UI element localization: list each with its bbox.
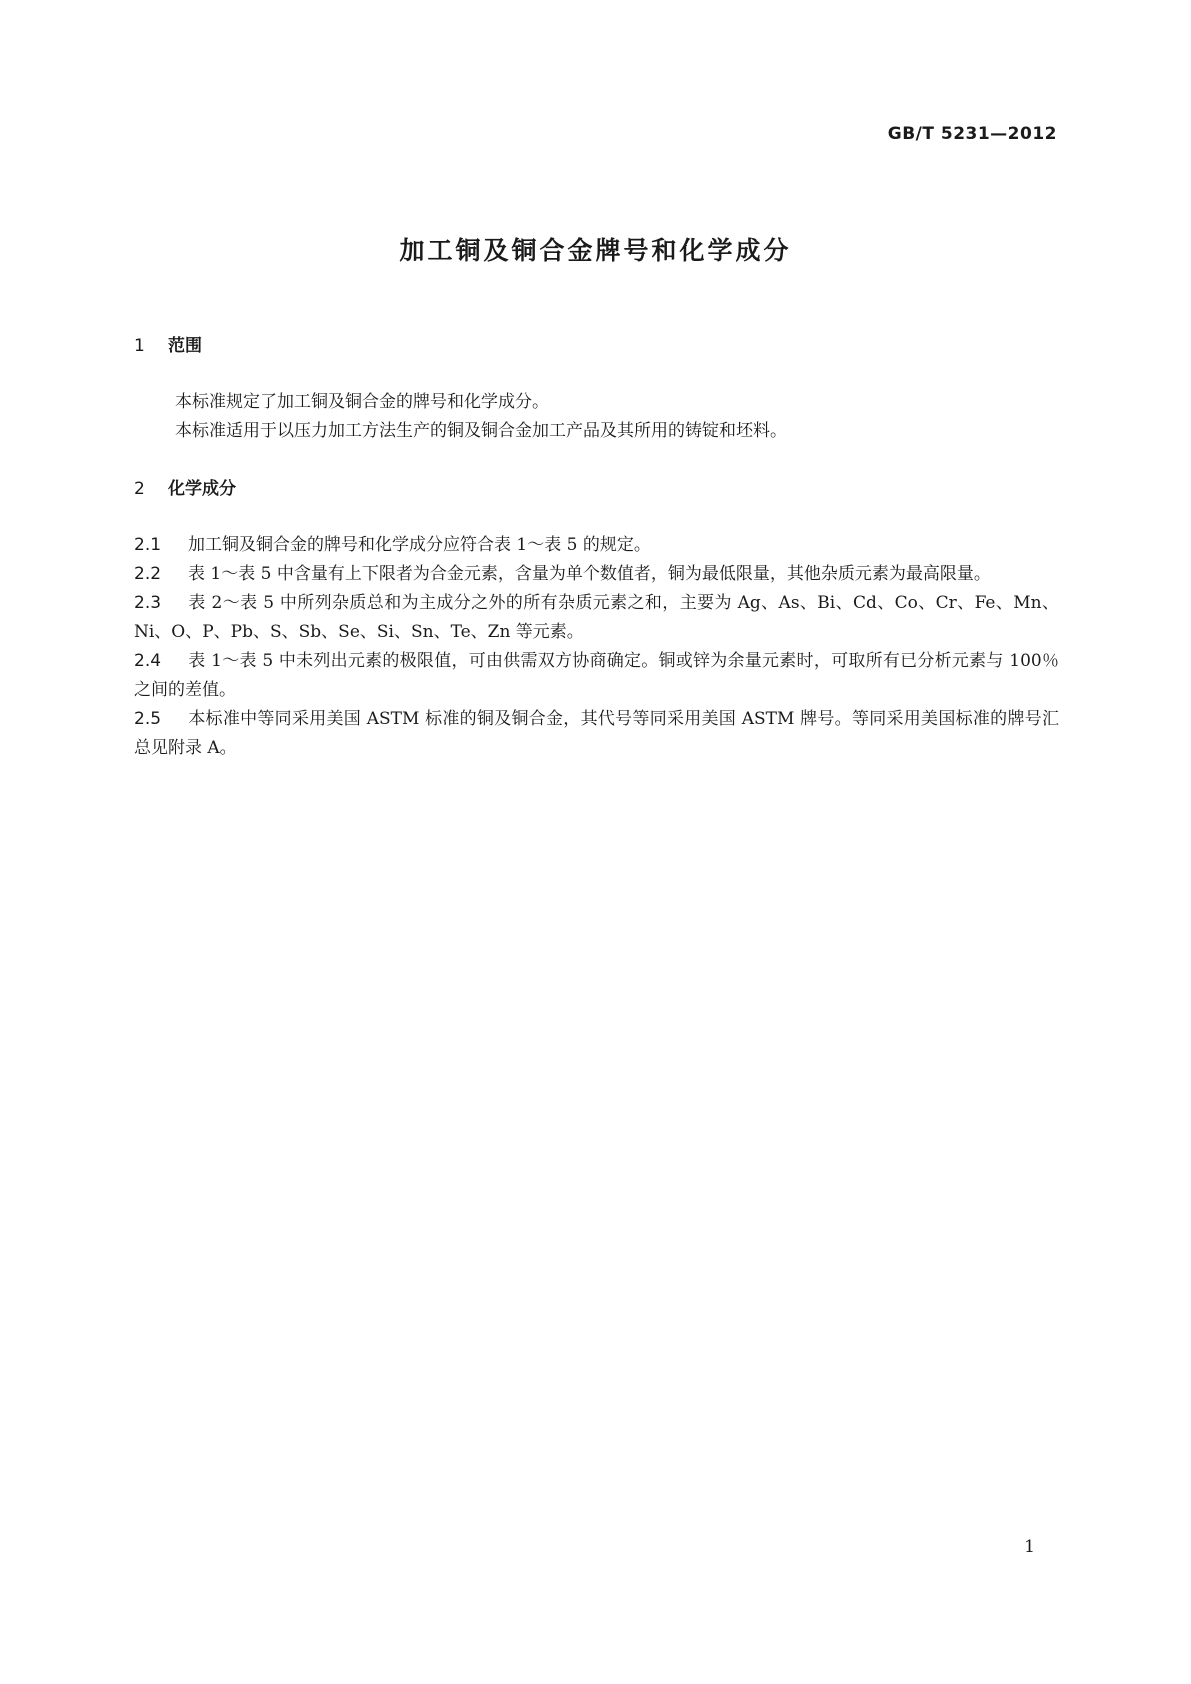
- clause: [134, 647, 1059, 705]
- standard-code: GB/T 5231—2012: [887, 124, 1057, 144]
- clause-number: 2.4: [134, 651, 162, 671]
- scope-paragraph: 本标准规定了加工铜及铜合金的牌号和化学成分。: [175, 392, 549, 412]
- clause-text: 表 1～表 5 中未列出元素的极限值，可由供需双方协商确定。铜或锌为余量元素时，可取所有已分析元素与 100％之间的差值。: [134, 651, 1059, 700]
- document-title: 加工铜及铜合金牌号和化学成分: [399, 236, 792, 265]
- clause-number: 2.5: [134, 709, 162, 729]
- clause: [134, 560, 1059, 589]
- clause-number: 2.1: [134, 535, 162, 555]
- clause: [134, 705, 1059, 763]
- section-title: 化学成分: [168, 479, 236, 499]
- section-heading-scope: [134, 332, 1059, 361]
- clause-number: 2.2: [134, 564, 162, 584]
- section-number: 1: [134, 336, 145, 356]
- clause: [134, 531, 1059, 560]
- clause-number: 2.3: [134, 593, 162, 613]
- document-body: [134, 332, 1059, 763]
- section-title: 范围: [168, 336, 202, 356]
- clause: [134, 589, 1059, 647]
- page-number: 1: [1024, 1537, 1035, 1557]
- clause-text: 表 1～表 5 中含量有上下限者为合金元素，含量为单个数值者，铜为最低限量，其他杂质元素为最高限量。: [188, 564, 991, 584]
- clause-text: 表 2～表 5 中所列杂质总和为主成分之外的所有杂质元素之和，主要为 Ag、As、Bi、Cd、Co、Cr、Fe、Mn、Ni、O、P、Pb、S、Sb、Se、Si、Sn、Te、Zn 等元素。: [134, 593, 1059, 642]
- scope-paragraph: 本标准适用于以压力加工方法生产的铜及铜合金加工产品及其所用的铸锭和坯料。: [175, 421, 787, 441]
- section-number: 2: [134, 479, 145, 499]
- clause-text: 本标准中等同采用美国 ASTM 标准的铜及铜合金，其代号等同采用美国 ASTM 牌号。等同采用美国标准的牌号汇总见附录 A。: [134, 709, 1059, 758]
- section-heading-chemical-composition: [134, 475, 1059, 504]
- clause-text: 加工铜及铜合金的牌号和化学成分应符合表 1～表 5 的规定。: [188, 535, 651, 555]
